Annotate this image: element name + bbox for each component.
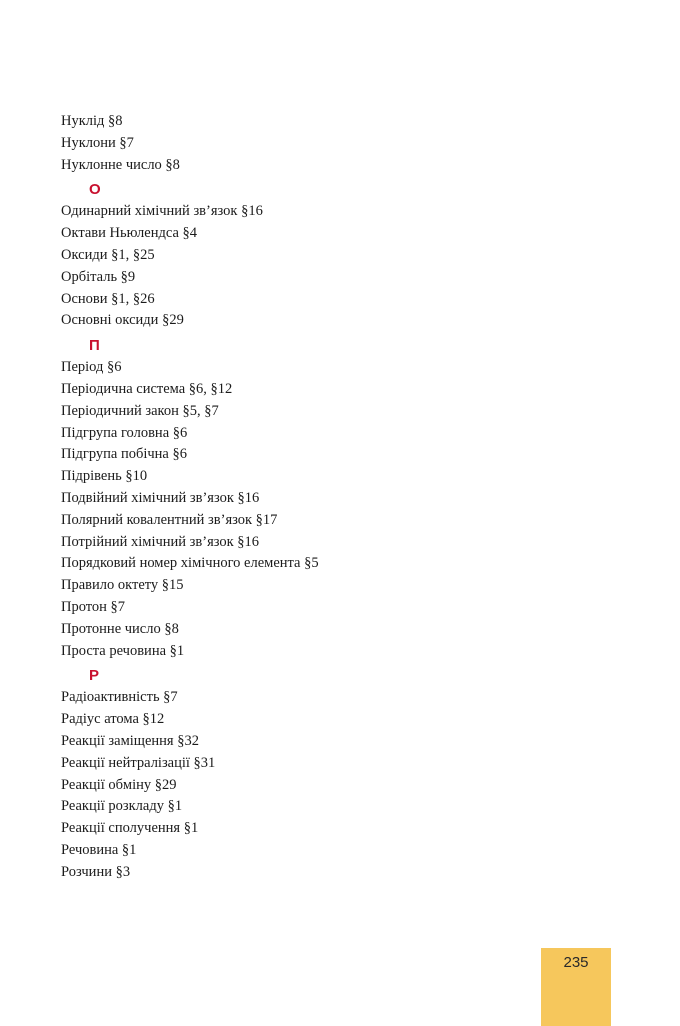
- index-entry: Реакції розкладу §1: [61, 798, 183, 815]
- index-entry: Радіус атома §12: [61, 711, 165, 728]
- index-entry: Основи §1, §26: [61, 290, 155, 307]
- index-entry: Октави Ньюлендса §4: [61, 225, 198, 242]
- index-letter-heading: О: [89, 181, 101, 199]
- index-group-p: [61, 335, 521, 662]
- index-entry: Потрійний хімічний зв’язок §16: [61, 533, 260, 550]
- index-entry: Період §6: [61, 359, 122, 376]
- index-entry: Нуклони §7: [61, 134, 134, 151]
- index-entry: Нуклід §8: [61, 113, 123, 129]
- page-number: 235: [563, 954, 589, 971]
- index-entry: Періодична система §6, §12: [61, 380, 233, 397]
- index-letter-heading: П: [89, 337, 100, 355]
- index-entry: Реакції заміщення §32: [61, 732, 199, 749]
- index-entry: Радіоактивність §7: [61, 689, 178, 706]
- index-entry: Протонне число §8: [61, 620, 179, 637]
- index-entry: Оксиди §1, §25: [61, 246, 155, 263]
- index-entry: Підгрупа побічна §6: [61, 446, 187, 463]
- index-entry: Порядковий номер хімічного елемента §5: [61, 555, 319, 572]
- index-entry: Підрівень §10: [61, 468, 148, 485]
- index-entry: Полярний ковалентний зв’язок §17: [61, 511, 278, 528]
- index-group-o: [61, 179, 521, 332]
- index-entry: Протон §7: [61, 598, 126, 615]
- index-letter-heading: Р: [89, 667, 100, 685]
- index-group-n: [61, 111, 521, 176]
- index-entry: Проста речовина §1: [61, 642, 185, 659]
- index-entry: Правило октету §15: [61, 577, 184, 594]
- index-group-r: [61, 665, 521, 883]
- index-entry: Речовина §1: [61, 841, 137, 858]
- subject-index: [61, 111, 521, 884]
- index-entry: Реакції нейтралізації §31: [61, 754, 216, 771]
- index-entry: Реакції обміну §29: [61, 776, 177, 793]
- index-entry: Одинарний хімічний зв’язок §16: [61, 203, 263, 220]
- index-entry: Нуклонне число §8: [61, 156, 180, 173]
- page-number-tab: [541, 948, 611, 1026]
- index-entry: Основні оксиди §29: [61, 312, 184, 329]
- index-entry: Періодичний закон §5, §7: [61, 402, 219, 419]
- index-entry: Реакції сполучення §1: [61, 820, 199, 837]
- index-entry: Розчини §3: [61, 863, 131, 880]
- index-entry: Подвійний хімічний зв’язок §16: [61, 489, 260, 506]
- index-entry: Підгрупа головна §6: [61, 424, 188, 441]
- index-entry: Орбіталь §9: [61, 268, 136, 285]
